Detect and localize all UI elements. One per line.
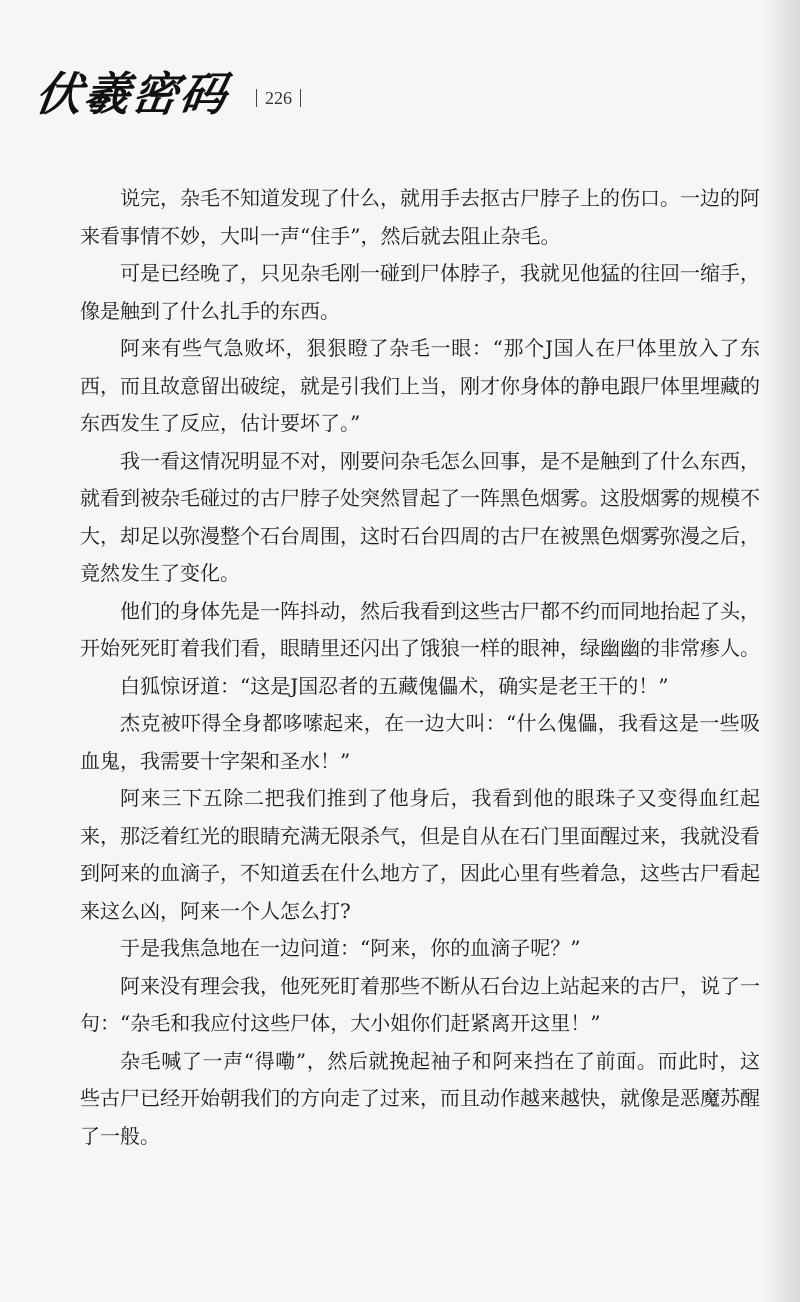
paragraph: 我一看这情况明显不对，刚要问杂毛怎么回事，是不是触到了什么东西，就看到被杂毛碰过的古尸脖子处突然冒起了一阵黑色烟雾。这股烟雾的规模不大，却足以弥漫整个石台周围，这时石台四周的古尸在被黑色烟雾弥漫之后，竟然发生了变化。 <box>80 448 760 585</box>
paragraph: 说完，杂毛不知道发现了什么，就用手去抠古尸脖子上的伤口。一边的阿来看事情不妙，大叫一声“住手”，然后就去阻止杂毛。 <box>80 186 760 248</box>
paragraph: 杰克被吓得全身都哆嗦起来，在一边大叫：“什么傀儡，我看这是一些吸血鬼，我需要十字架和圣水！” <box>80 711 760 773</box>
divider <box>256 89 257 107</box>
paragraph: 于是我焦急地在一边问道：“阿来，你的血滴子呢？” <box>120 936 581 960</box>
paragraph: 白狐惊讶道：“这是J国忍者的五藏傀儡术，确实是老王干的！” <box>120 673 669 698</box>
paragraph: 他们的身体先是一阵抖动，然后我看到这些古尸都不约而同地抬起了头，开始死死盯着我们看，眼睛里还闪出了饿狼一样的眼神，绿幽幽的非常瘆人。 <box>80 598 760 660</box>
book-title: 伏羲密码 <box>32 67 232 121</box>
paragraph: 阿来有些气急败坏，狠狠瞪了杂毛一眼：“那个J国人在尸体里放入了东西，而且故意留出破绽，就是引我们上当，刚才你身体的静电跟尸体里埋藏的东西发生了反应，估计要坏了。” <box>80 336 760 435</box>
paragraph: 阿来三下五除二把我们推到了他身后，我看到他的眼珠子又变得血红起来，那泛着红光的眼睛充满无限杀气，但是自从在石门里面醒过来，我就没看到阿来的血滴子，不知道丢在什么地方了，因此心里有些着急，这些古尸看起来这么凶，阿来一个人怎么打? <box>80 786 760 923</box>
paragraph: 阿来没有理会我，他死死盯着那些不断从石台边上站起来的古尸，说了一句：“杂毛和我应付这些尸体，大小姐你们赶紧离开这里！” <box>80 973 760 1035</box>
paragraph: 可是已经晚了，只见杂毛刚一碰到尸体脖子，我就见他猛的往回一缩手，像是触到了什么扎手的东西。 <box>80 261 760 323</box>
divider <box>300 89 301 107</box>
page-number-container <box>248 88 309 109</box>
body-text <box>80 180 760 1155</box>
page-header <box>32 64 309 124</box>
page-edge-shadow <box>762 0 800 1302</box>
paragraph: 杂毛喊了一声“得嘞”，然后就挽起袖子和阿来挡在了前面。而此时，这些古尸已经开始朝我们的方向走了过来，而且动作越来越快，就像是恶魔苏醒了一般。 <box>80 1048 760 1148</box>
page-number: 226 <box>265 87 292 108</box>
